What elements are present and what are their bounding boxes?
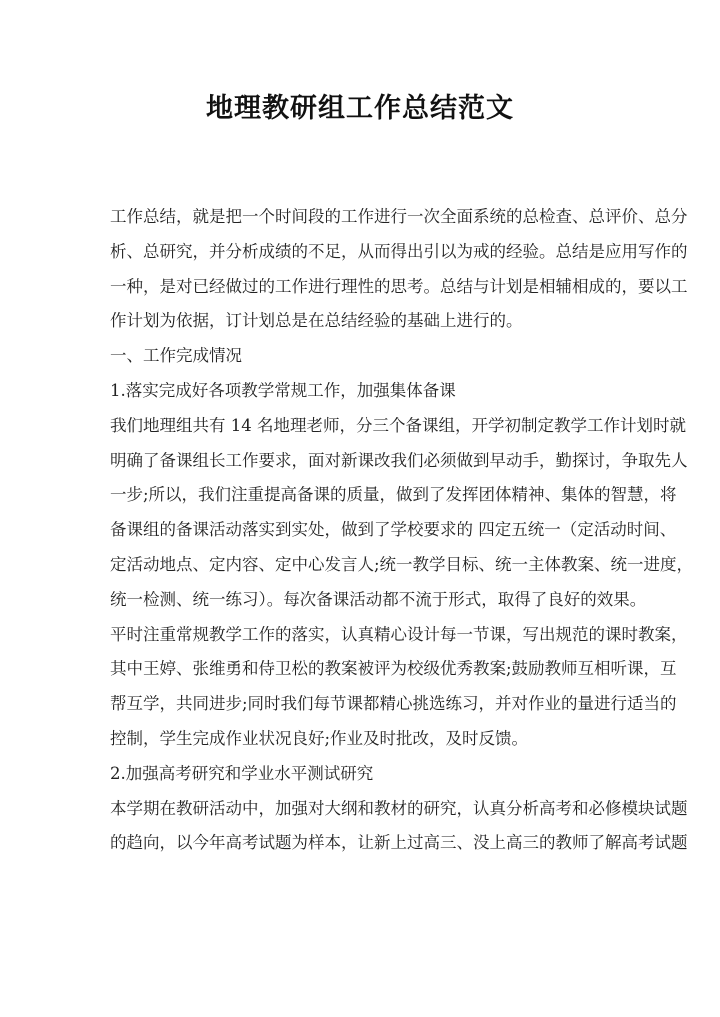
document-title: 地理教研组工作总结范文 bbox=[206, 93, 514, 124]
text-line: 统一检测、统一练习）。每次备课活动都不流于形式，取得了良好的效果。 bbox=[110, 589, 647, 609]
text-line: 帮互学，共同进步;同时我们每节课都精心挑选练习，并对作业的量进行适当的 bbox=[110, 694, 677, 714]
text-line: 备课组的备课活动落实到实处，做到了学校要求的 四定五统一（定活动时间、 bbox=[110, 520, 677, 540]
text-line: 控制，学生完成作业状况良好;作业及时批改，及时反馈。 bbox=[110, 728, 529, 748]
text-line: 其中王婷、张维勇和侍卫松的教案被评为校级优秀教案;鼓励教师互相听课，互 bbox=[110, 659, 677, 679]
text-line: 明确了备课组长工作要求，面对新课改我们必须做到早动手，勤探讨，争取先人 bbox=[110, 450, 688, 470]
text-line: 一种，是对已经做过的工作进行理性的思考。总结与计划是相辅相成的，要以工 bbox=[110, 276, 688, 296]
text-line: 工作总结，就是把一个时间段的工作进行一次全面系统的总检查、总评价、总分 bbox=[110, 207, 688, 226]
text-line: 2.加强高考研究和学业水平测试研究 bbox=[110, 763, 374, 783]
text-line: 平时注重常规教学工作的落实，认真精心设计每一节课，写出规范的课时教案， bbox=[110, 624, 688, 644]
text-line: 析、总研究，并分析成绩的不足，从而得出引以为戒的经验。总结是应用写作的 bbox=[110, 241, 688, 261]
text-line: 一步;所以，我们注重提高备课的质量，做到了发挥团体精神、集体的智慧，将 bbox=[110, 485, 677, 505]
text-line: 我们地理组共有 14 名地理老师，分三个备课组，开学初制定教学工作计划时就 bbox=[110, 415, 686, 435]
text-line: 定活动地点、定内容、定中心发言人;统一教学目标、统一主体教案、统一进度， bbox=[110, 554, 694, 574]
text-line: 作计划为依据，订计划总是在总结经验的基础上进行的。 bbox=[110, 311, 523, 331]
text-line: 本学期在教研活动中，加强对大纲和教材的研究，认真分析高考和必修模块试题 bbox=[110, 798, 688, 818]
text-line: 的趋向，以今年高考试题为样本，让新上过高三、没上高三的教师了解高考试题 bbox=[110, 833, 688, 853]
document-body bbox=[110, 200, 694, 861]
text-line: 一、工作完成情况 bbox=[110, 346, 242, 366]
text-line: 1.落实完成好各项教学常规工作，加强集体备课 bbox=[110, 380, 456, 400]
